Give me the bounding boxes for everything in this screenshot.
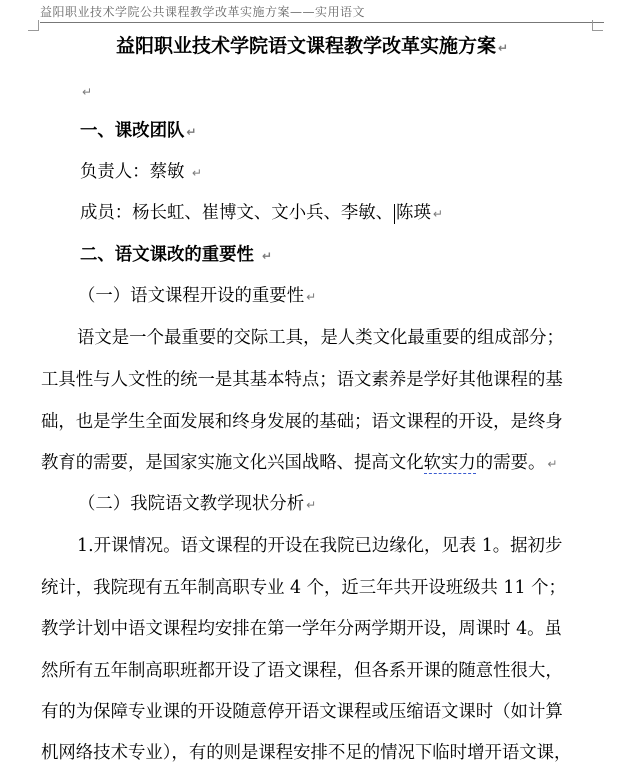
empty-paragraph[interactable]: ↵ <box>82 85 93 99</box>
paragraph-line[interactable]: 然所有五年制高职班都开设了语文课程，但各系开课的随意性很大， <box>41 661 563 681</box>
subsection-heading[interactable]: （二）我院语文教学现状分析 ↵ <box>78 494 317 514</box>
members-line[interactable]: 成员：杨长虹、崔博文、文小兵、李敏、 陈瑛 ↵ <box>80 203 443 223</box>
text-cursor <box>394 204 395 224</box>
running-header: 益阳职业技术学院公共课程教学改革实施方案——实用语文 <box>40 5 366 19</box>
margin-corner-mark <box>28 20 39 31</box>
section-heading[interactable]: 一、课改团队 ↵ <box>80 121 197 141</box>
paragraph-line[interactable]: 统计，我院现有五年制高职专业 4 个，近三年共开设班级共 11 个； <box>41 578 566 598</box>
document-title[interactable]: 益阳职业技术学院语文课程教学改革实施方案 ↵ <box>115 35 509 57</box>
paragraph-line[interactable]: 有的为保障专业课的开设随意停开语文课程或压缩语文课时（如计算 <box>41 702 563 722</box>
leader-line[interactable]: 负责人：蔡敏 ↵ <box>80 162 202 182</box>
spellcheck-underline: 软实力 <box>423 453 476 473</box>
section-heading[interactable]: 二、语文课改的重要性 ↵ <box>80 245 273 265</box>
paragraph-line[interactable]: 1.开课情况。语文课程的开设在我院已边缘化，见表 1。据初步 <box>77 536 563 556</box>
paragraph-line[interactable]: 础，也是学生全面发展和终身发展的基础；语文课程的开设，是终身 <box>41 412 563 432</box>
margin-corner-mark <box>592 20 603 31</box>
paragraph-line[interactable]: 教学计划中语文课程均安排在第一学年分两学期开设，周课时 4。虽 <box>41 619 562 639</box>
paragraph-line[interactable]: 教育的需要，是国家实施文化兴国战略、提高文化软实力的需要。 ↵ <box>41 453 558 473</box>
paragraph-line[interactable]: 机网络技术专业），有的则是课程安排不足的情况下临时增开语文课， <box>41 743 572 763</box>
paragraph-line[interactable]: 工具性与人文性的统一是其基本特点；语文素养是学好其他课程的基 <box>41 370 563 390</box>
paragraph-line[interactable]: 语文是一个最重要的交际工具，是人类文化最重要的组成部分； <box>77 328 564 348</box>
subsection-heading[interactable]: （一）语文课程开设的重要性 ↵ <box>78 286 317 306</box>
header-rule <box>40 22 604 23</box>
